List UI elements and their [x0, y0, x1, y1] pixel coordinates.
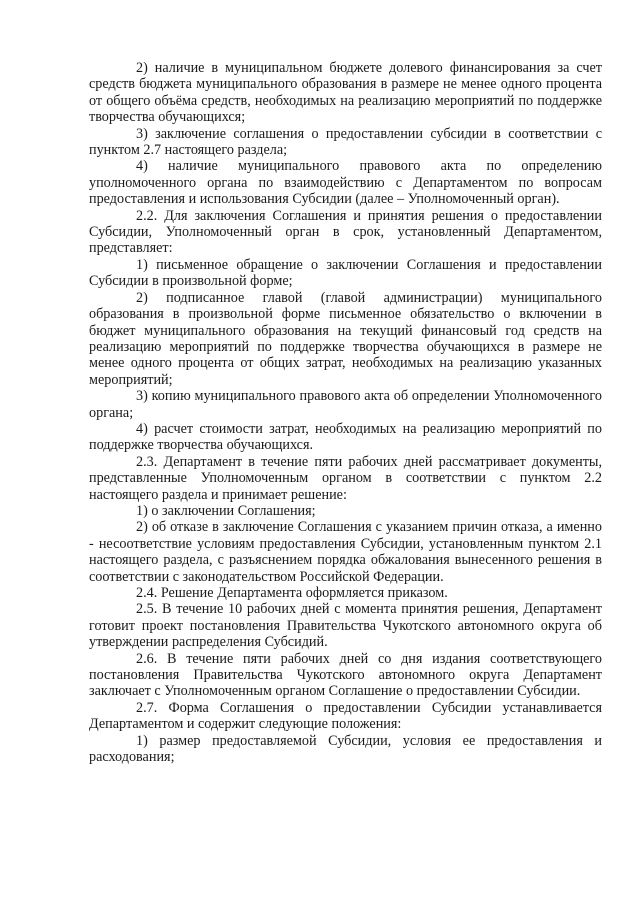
paragraph-2-7-item-1: 1) размер предоставляемой Субсидии, условия ее предоставления и расходования; [89, 732, 602, 766]
paragraph-2-2-item-2: 2) подписанное главой (главой администрации) муниципального образования в произвольной форме письменное обязательство о включении в бюджет муниципального образования на текущий финансовый год средств на реализацию мероприятий по поддержке творчества обучающихся в размере не менее одного процента от общих затрат, необходимых на реализацию указанных мероприятий; [89, 289, 602, 388]
paragraph-2-1-item-2: 2) наличие в муниципальном бюджете долевого финансирования за счет средств бюджета муниципального образования в размере не менее одного процента от общего объёма средств, необходимых на реализацию мероприятий по поддержке творчества обучающихся; [89, 60, 602, 126]
paragraph-2-2-item-1: 1) письменное обращение о заключении Соглашения и предоставлении Субсидии в произвольной форме; [89, 256, 602, 290]
paragraph-2-3-item-2: 2) об отказе в заключение Соглашения с указанием причин отказа, а именно - несоответствие условиям предоставления Субсидии, установленным пунктом 2.1 настоящего раздела, с разъяснением порядка обжалования вынесенного решения в соответствии с законодательством Российской Федерации. [89, 519, 602, 585]
paragraph-2-2-item-4: 4) расчет стоимости затрат, необходимых на реализацию мероприятий по поддержке творчества обучающихся. [89, 420, 602, 454]
paragraph-2-6: 2.6. В течение пяти рабочих дней со дня издания соответствующего постановления Правительства Чукотского автономного округа Департамент заключает с Уполномоченным органом Соглашение о предоставлении Субсидии. [89, 650, 602, 700]
paragraph-2-7: 2.7. Форма Соглашения о предоставлении Субсидии устанавливается Департаментом и содержит следующие положения: [89, 699, 602, 733]
paragraph-2-5: 2.5. В течение 10 рабочих дней с момента принятия решения, Департамент готовит проект постановления Правительства Чукотского автономного округа об утверждении распределения Субсидий. [89, 601, 602, 651]
paragraph-2-1-item-3: 3) заключение соглашения о предоставлении субсидии в соответствии с пунктом 2.7 настоящего раздела; [89, 125, 602, 159]
paragraph-2-3-item-1: 1) о заключении Соглашения; [136, 502, 316, 519]
paragraph-2-4: 2.4. Решение Департамента оформляется приказом. [136, 585, 448, 601]
paragraph-2-2-item-3: 3) копию муниципального правового акта об определении Уполномоченного органа; [89, 388, 602, 421]
document-body [89, 60, 602, 765]
paragraph-2-1-item-4: 4) наличие муниципального правового акта по определению уполномоченного органа по взаимодействию с Департаментом по вопросам предоставления и использования Субсидии (далее – Уполномоченный орган). [89, 158, 602, 208]
paragraph-2-3: 2.3. Департамент в течение пяти рабочих дней рассматривает документы, представленные Уполномоченным органом в соответствии с пунктом 2.2 настоящего раздела и принимает решение: [89, 453, 602, 503]
paragraph-2-2: 2.2. Для заключения Соглашения и принятия решения о предоставлении Субсидии, Уполномоченный орган в срок, установленный Департаментом, представляет: [89, 207, 602, 257]
